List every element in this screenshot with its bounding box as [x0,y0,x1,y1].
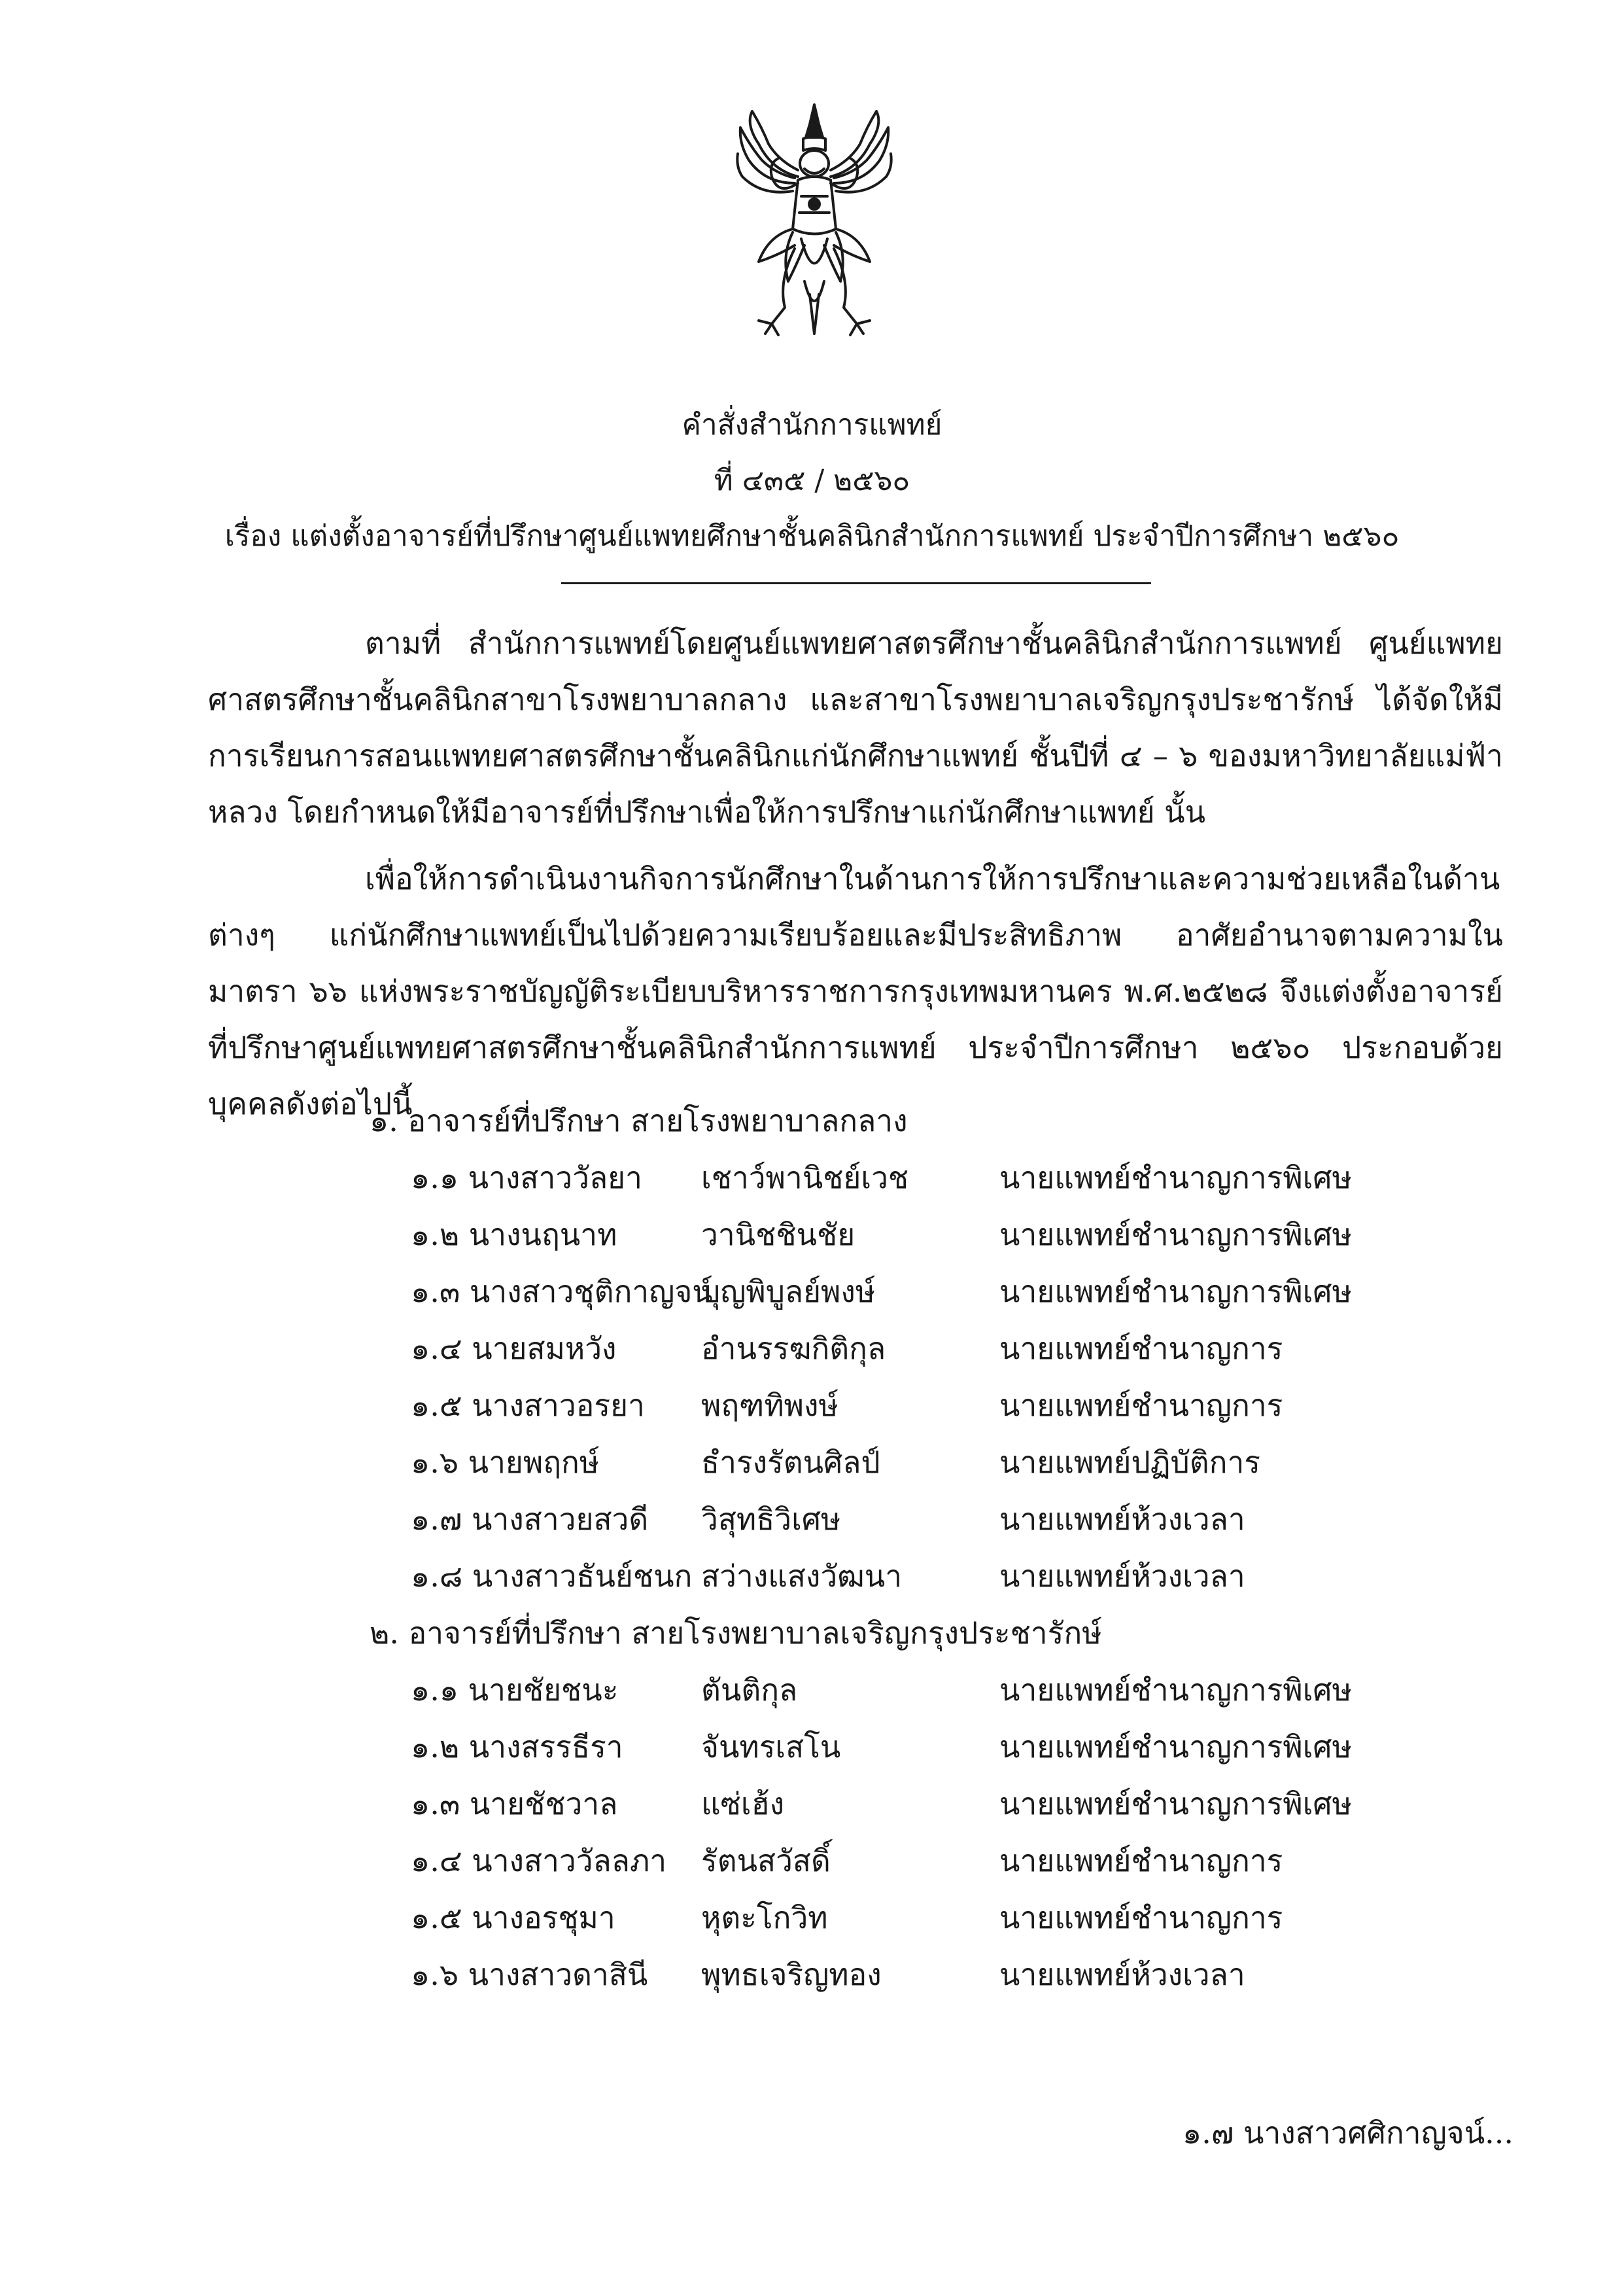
member-position: นายแพทย์ชำนาญการ [999,1843,1283,1878]
member-last-name: สว่างแสงวัฒนา [701,1558,903,1594]
member-last-name: อำนรรฆกิติกุล [701,1331,886,1366]
member-row [0,1329,1624,1368]
member-row [0,1556,1624,1596]
member-row [0,1727,1624,1766]
member-position: นายแพทย์ชำนาญการพิเศษ [999,1729,1352,1764]
member-position: นายแพทย์ชำนาญการ [999,1388,1283,1423]
member-row [0,1784,1624,1823]
member-first-name: ๑.๒ นางนฤนาท [411,1217,617,1252]
member-row [0,1898,1624,1937]
member-first-name: ๑.๔ นายสมหวัง [411,1331,617,1366]
paragraph-1-text: ตามที่ สำนักการแพทย์โดยศูนย์แพทยศาสตรศึกษาชั้นคลินิกสำนักการแพทย์ ศูนย์แพทยศาสตรศึกษาชั้นคลินิกสาขาโรงพยาบาลกลาง และสาขาโรงพยาบาลเจริญกรุงประชารักษ์ ได้จัดให้มีการเรียนการสอนแพทยศาสตรศึกษาชั้นคลินิกแก่นักศึกษาแพทย์ ชั้นปีที่ ๔ – ๖ ของมหาวิทยาลัยแม่ฟ้าหลวง โดยกำหนดให้มีอาจารย์ที่ปรึกษาเพื่อให้การปรึกษาแก่นักศึกษาแพทย์ นั้น [208,625,1503,830]
member-row [0,1272,1624,1311]
member-position: นายแพทย์ชำนาญการพิเศษ [999,1672,1352,1708]
member-position: นายแพทย์ชำนาญการพิเศษ [999,1160,1352,1195]
member-position: นายแพทย์ชำนาญการพิเศษ [999,1786,1352,1821]
member-last-name: รัตนสวัสดิ์ [701,1843,831,1878]
body-paragraph-2 [208,851,1503,1132]
member-first-name: ๑.๕ นางสาวอรยา [411,1388,645,1423]
member-last-name: แซ่เฮ้ง [701,1786,785,1821]
member-first-name: ๑.๗ นางสาวยสวดี [411,1501,649,1537]
member-position: นายแพทย์ห้วงเวลา [999,1558,1245,1594]
member-last-name: บุญพิบูลย์พงษ์ [701,1274,876,1309]
member-position: นายแพทย์ห้วงเวลา [999,1957,1245,1992]
member-row [0,1443,1624,1482]
member-last-name: พฤฑทิพงษ์ [701,1388,838,1423]
member-position: นายแพทย์ชำนาญการพิเศษ [999,1217,1352,1252]
section-2-heading: ๒. อาจารย์ที่ปรึกษา สายโรงพยาบาลเจริญกรุงประชารักษ์ [370,1615,1102,1651]
member-first-name: ๑.๖ นายพฤกษ์ [411,1445,600,1480]
member-position: นายแพทย์ปฏิบัติการ [999,1445,1261,1480]
member-first-name: ๑.๔ นางสาววัลลภา [411,1843,667,1878]
member-last-name: วิสุทธิวิเศษ [701,1501,841,1537]
order-subject: เรื่อง แต่งตั้งอาจารย์ที่ปรึกษาศูนย์แพทยศึกษาชั้นคลินิกสำนักการแพทย์ ประจำปีการศึกษา ๒๕๖๐ [224,519,1400,553]
member-row [0,1841,1624,1880]
member-row [0,1215,1624,1254]
member-first-name: ๑.๒ นางสรรธีรา [411,1729,623,1764]
member-row [0,1386,1624,1425]
member-row [0,1670,1624,1710]
member-first-name: ๑.๑ นางสาววัลยา [411,1160,642,1195]
member-first-name: ๑.๕ นางอรชุมา [411,1900,615,1935]
member-row [0,1500,1624,1539]
member-position: นายแพทย์ชำนาญการ [999,1331,1283,1366]
member-position: นายแพทย์ชำนาญการพิเศษ [999,1274,1352,1309]
member-last-name: ตันติกุล [701,1672,798,1708]
section-1-heading: ๑. อาจารย์ที่ปรึกษา สายโรงพยาบาลกลาง [370,1103,908,1138]
member-first-name: ๑.๖ นางสาวดาสินี [411,1957,648,1992]
member-first-name: ๑.๘ นางสาวธันย์ชนก [411,1558,693,1594]
order-number: ที่ ๔๓๕ / ๒๕๖๐ [714,464,910,497]
member-last-name: จันทรเสโน [701,1729,841,1764]
member-first-name: ๑.๑ นายชัยชนะ [411,1672,619,1708]
member-row [0,1158,1624,1197]
header-divider [561,582,1151,584]
order-title: คำสั่งสำนักการแพทย์ [682,408,942,442]
body-paragraph-1 [208,615,1503,840]
member-position: นายแพทย์ชำนาญการ [999,1900,1283,1935]
paragraph-2-text: เพื่อให้การดำเนินงานกิจการนักศึกษาในด้านการให้การปรึกษาและความช่วยเหลือในด้านต่างๆ แก่นักศึกษาแพทย์เป็นไปด้วยความเรียบร้อยและมีประสิทธิภาพ อาศัยอำนาจตามความในมาตรา ๖๖ แห่งพระราชบัญญัติระเบียบบริหารราชการกรุงเทพมหานคร พ.ศ.๒๕๒๘ จึงแต่งตั้งอาจารย์ที่ปรึกษาศูนย์แพทยศาสตรศึกษาชั้นคลินิกสำนักการแพทย์ ประจำปีการศึกษา ๒๕๖๐ ประกอบด้วยบุคคลดังต่อไปนี้ [208,861,1503,1121]
member-row [0,1955,1624,1994]
member-last-name: วานิชชินชัย [701,1217,855,1252]
member-position: นายแพทย์ห้วงเวลา [999,1501,1245,1537]
member-last-name: เชาว์พานิชย์เวช [701,1160,909,1195]
member-last-name: พุทธเจริญทอง [701,1957,882,1992]
garuda-emblem-icon [733,98,896,347]
member-last-name: ธำรงรัตนศิลป์ [701,1445,880,1480]
member-last-name: หุตะโกวิท [701,1900,828,1935]
page-continuation: ๑.๗ นางสาวศศิกาญจน์... [1183,2115,1514,2150]
member-first-name: ๑.๓ นายชัชวาล [411,1786,618,1821]
member-first-name: ๑.๓ นางสาวชุติกาญจน์ [411,1274,713,1309]
